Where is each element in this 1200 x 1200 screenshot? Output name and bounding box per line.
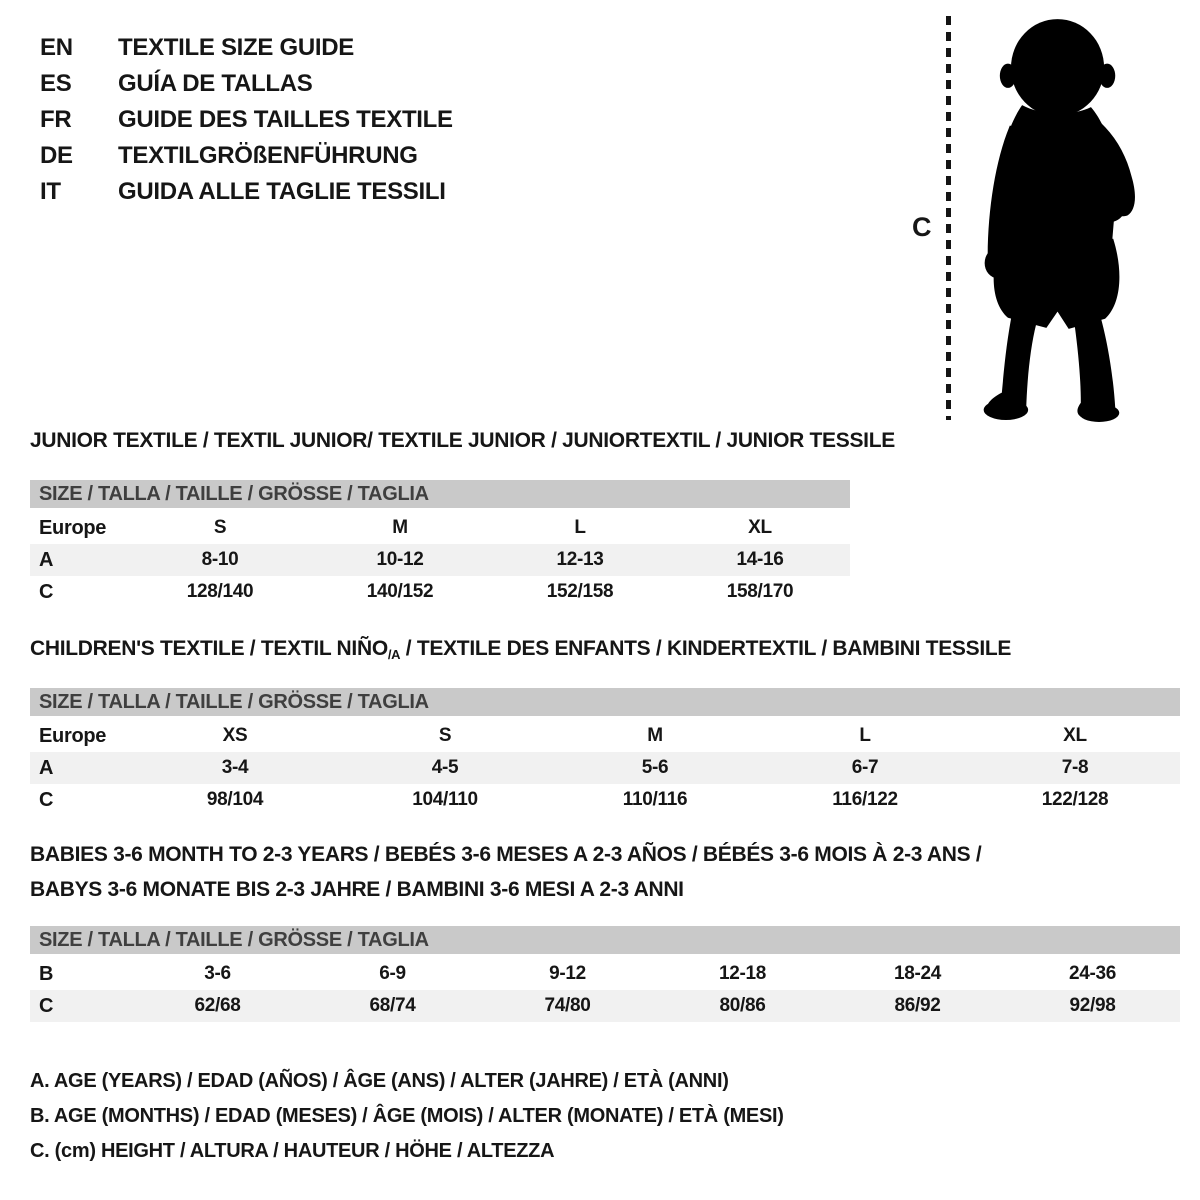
height-cell: 152/158 [546, 581, 614, 602]
lang-row-es [40, 66, 453, 102]
height-cell: 122/128 [1041, 789, 1109, 810]
age-cell: 3-4 [221, 757, 249, 778]
row-label: Europe [39, 724, 107, 747]
toddler-silhouette-image [962, 12, 1147, 422]
table-row-europe [30, 720, 1180, 752]
height-cell: 62/68 [194, 995, 241, 1016]
age-cell: 8-10 [201, 549, 239, 570]
lang-row-de [40, 138, 453, 174]
height-cell: 68/74 [369, 995, 416, 1016]
lang-row-it [40, 174, 453, 210]
height-cell: 86/92 [894, 995, 941, 1016]
babies-section-title-line1: BABIES 3-6 MONTH TO 2-3 YEARS / BEBÉS 3-6 MESES A 2-3 AÑOS / BÉBÉS 3-6 MOIS À 2-3 ANS / [30, 843, 982, 866]
children-title-sub: /A [387, 647, 401, 662]
lang-code: FR [40, 106, 72, 133]
table-row-height [30, 990, 1180, 1022]
size-cell: S [438, 725, 452, 746]
table-row-height [30, 784, 1180, 816]
row-label: A [39, 756, 54, 779]
footnotes [30, 1064, 784, 1169]
height-cell: 92/98 [1069, 995, 1116, 1016]
table-row-height [30, 576, 850, 608]
row-label: C [39, 580, 54, 603]
size-header-bar: SIZE / TALLA / TAILLE / GRÖSSE / TAGLIA [30, 688, 1180, 716]
age-cell: 24-36 [1068, 963, 1117, 984]
size-header-bar: SIZE / TALLA / TAILLE / GRÖSSE / TAGLIA [30, 480, 850, 508]
junior-size-table [30, 480, 850, 608]
row-label: C [39, 994, 54, 1017]
table-row-age-months [30, 958, 1180, 990]
babies-section-title-line2: BABYS 3-6 MONATE BIS 2-3 JAHRE / BAMBINI 3-6 MESI A 2-3 ANNI [30, 878, 684, 901]
footnote-a: A. AGE (YEARS) / EDAD (AÑOS) / ÂGE (ANS) / ALTER (JAHRE) / ETÀ (ANNI) [30, 1070, 729, 1092]
height-cell: 158/170 [726, 581, 794, 602]
lang-title: TEXTILGRÖßENFÜHRUNG [118, 142, 418, 169]
footnote-b: B. AGE (MONTHS) / EDAD (MESES) / ÂGE (MOIS) / ALTER (MONATE) / ETÀ (MESI) [30, 1105, 784, 1127]
row-label: Europe [39, 516, 107, 539]
size-cell: XL [748, 517, 772, 538]
footnote-c: C. (cm) HEIGHT / ALTURA / HAUTEUR / HÖHE / ALTEZZA [30, 1140, 555, 1162]
babies-size-table [30, 926, 1180, 1022]
lang-title: GUIDA ALLE TAGLIE TESSILI [118, 178, 446, 205]
table-row-age [30, 544, 850, 576]
size-cell: XS [222, 725, 248, 746]
age-cell: 6-7 [851, 757, 879, 778]
lang-code: DE [40, 142, 73, 169]
children-size-table [30, 688, 1180, 816]
height-cell: 140/152 [366, 581, 434, 602]
height-cell: 80/86 [719, 995, 766, 1016]
row-label: B [39, 962, 54, 985]
lang-row-en [40, 30, 453, 66]
age-cell: 4-5 [431, 757, 459, 778]
age-cell: 10-12 [376, 549, 424, 570]
size-cell: S [213, 517, 227, 538]
row-label: A [39, 548, 54, 571]
age-cell: 18-24 [893, 963, 942, 984]
age-cell: 12-18 [718, 963, 767, 984]
children-title-prefix: CHILDREN'S TEXTILE / TEXTIL NIÑO [30, 637, 388, 660]
age-cell: 6-9 [379, 963, 406, 984]
height-cell: 74/80 [544, 995, 591, 1016]
height-cell: 104/110 [412, 789, 478, 810]
junior-section-title: JUNIOR TEXTILE / TEXTIL JUNIOR/ TEXTILE JUNIOR / JUNIORTEXTIL / JUNIOR TESSILE [30, 429, 895, 452]
dashed-height-line [946, 16, 951, 420]
row-label: C [39, 788, 54, 811]
lang-title: GUÍA DE TALLAS [118, 70, 313, 97]
size-cell: M [392, 517, 408, 538]
age-cell: 12-13 [556, 549, 604, 570]
table-row-europe [30, 512, 850, 544]
age-cell: 7-8 [1061, 757, 1089, 778]
size-cell: M [647, 725, 663, 746]
height-cell: 128/140 [186, 581, 254, 602]
lang-title: GUIDE DES TAILLES TEXTILE [118, 106, 453, 133]
lang-row-fr [40, 102, 453, 138]
lang-code: IT [40, 178, 61, 205]
size-header-bar: SIZE / TALLA / TAILLE / GRÖSSE / TAGLIA [30, 926, 1180, 954]
children-section-title [30, 637, 1011, 662]
age-cell: 9-12 [549, 963, 586, 984]
size-cell: L [859, 725, 871, 746]
height-cell: 116/122 [832, 789, 898, 810]
height-cell: 110/116 [622, 789, 688, 810]
age-cell: 3-6 [204, 963, 231, 984]
table-row-age [30, 752, 1180, 784]
height-measure-figure [900, 0, 1200, 430]
measure-c-label: C [912, 212, 932, 242]
lang-title: TEXTILE SIZE GUIDE [118, 34, 354, 61]
lang-code: ES [40, 70, 72, 97]
children-title-suffix: / TEXTILE DES ENFANTS / KINDERTEXTIL / BAMBINI TESSILE [400, 637, 1012, 660]
language-header [40, 30, 453, 210]
age-cell: 5-6 [641, 757, 669, 778]
lang-code: EN [40, 34, 73, 61]
height-cell: 98/104 [206, 789, 264, 810]
age-cell: 14-16 [736, 549, 784, 570]
size-cell: L [574, 517, 586, 538]
size-cell: XL [1063, 725, 1087, 746]
